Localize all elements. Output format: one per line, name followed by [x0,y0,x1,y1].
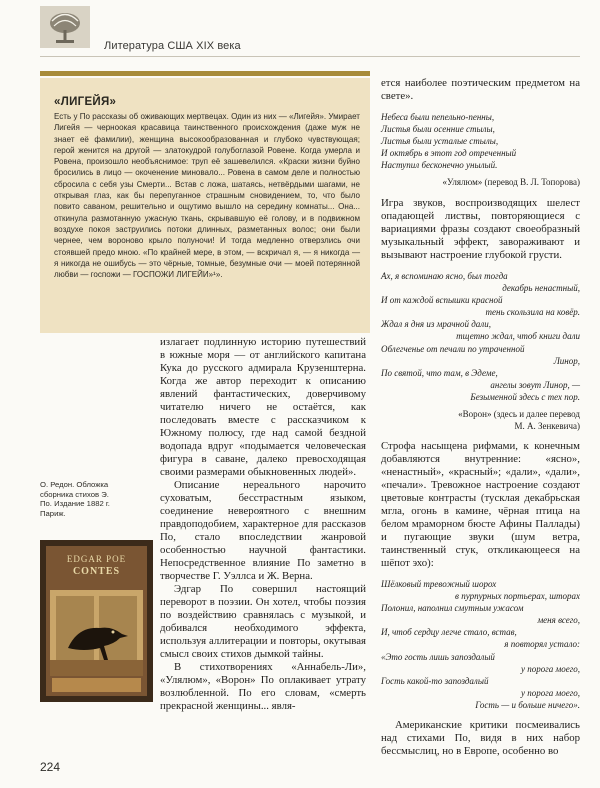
verse-line: у порога моего, [520,687,580,698]
cover-author: EDGAR POE [66,554,127,564]
verse-line: Небеса были пепельно-пенны, [381,112,495,122]
verse-line: у порога моего, [520,663,580,674]
verse-line: Полонил, наполнил смутным ужасом [381,603,524,614]
verse-line: Линор, [553,355,580,366]
verse-credit-raven-2: М. А. Зенкевича) [514,420,580,431]
middle-paragraph-2: Описание нереального нарочито суховатым, бесстрастным языком, соединение невероятного с внешним правдоподобием, характерное для рассказов По, стало впоследствии жанровой особенностью научной фантастики. Непосредственное влияние По заметно в творчестве Г. Уэллса и Ж. Верна. [160,479,366,582]
raven-icon [50,590,143,676]
verse-line: тщетно ждал, чтоб книги дали [456,331,580,342]
header-divider [40,56,580,57]
box-accent-bar [40,71,370,76]
verse-line: меня всего, [537,615,580,626]
verse-line: я повторял устало: [504,639,580,650]
verse-line: Облегченье от печали по утраченной [381,343,525,354]
ornament-emblem-icon [40,6,90,48]
verse-line: По святой, что там, в Эдеме, [381,367,498,378]
cover-footer-band [52,678,141,692]
sidebar-box-ligeia [40,78,370,333]
verse-line: Гость какой-то запоздалый [381,675,489,686]
book-cover-image [40,540,153,702]
right-paragraph-3: Строфа насыщена рифмами, к конечным добавляются внутренние: «ясно», «ненастный», «красный»; «дали», «дали», «печали». Тревожное настроение создают цветовые контрасты (тусклая декабрьская мгла, огонь в камине, чёрная птица на белом мраморном бюсте Афины Паллады) и пугающие звуки (шум ветра, таинственный стук, откликающееся на шёпот эхо): [381,440,580,569]
verse-ulalume [381,111,580,171]
right-paragraph-1: ется наиболее поэтическим предметом на свете». [381,77,580,102]
page-header [0,0,600,58]
page-number: 224 [40,760,61,774]
verse-line: И октябрь в этот год отреченный [381,148,517,159]
box-title: «ЛИГЕЙЯ» [54,96,117,108]
verse-line: Безыменной здесь с тех пор. [470,391,580,402]
verse-line: декабрь ненастный, [502,283,580,294]
middle-paragraph-1: излагает подлинную историю путешествий в южные моря — от английского капитана Кука до русского адмирала Крузенштерна. Когда же автор переходит к описанию явлений фантастических, доверчивому читателю ничего не остаётся, как последовать вместе с рассказчиком к Южному полюсу, где над самой бездной водопада вдруг «подымается человеческая фигура в саване, далеко превосходящая своими размерами обыкновенных людей». [160,336,366,478]
middle-paragraph-3: Эдгар По совершил настоящий переворот в поэзии. Он хотел, чтобы поэзия по воздействию сравнялась с музыкой, и добивался необходимого эффекта, используя аллитерации и повторы, окутывая смысл своих стихов дымкой тайны. [160,583,366,660]
box-text: Есть у По рассказы об оживающих мертвецах. Один из них — «Лигейя». Умирает Лигейя — черноокая красавица таинственного происхождения (даже муж не знает её фамилии), женщина высокообразованная и глубоко чувствующая; герой женится на другой — златокудрой голубоглазой Ровене. Когда умерла и Ровена, произошло необъяснимое: труп её зашевелился. «Краски жизни буйно бросились в лицо — окоченение миновало... Ровена в самом деле и полностью сбросила с себя узы Смерти... Встав с ложа, шатаясь, нетвёрдыми шагами, не открывая глаз, как бы перепуганное страшным сновидением, то, что было повито саваном, решительно и ощутимо вышло на середину комнаты... Она... откинула размотанную ужасную ткань, скрывавшую её голову, и в подвижном воздухе покоя заструились потоки длинных, разметанных волос; они были чернее, чем вороново крыло полуночи! И тогда медленно отверзлись очи стоявшей предо мною. «По крайней мере, в этом, — вскричал я, — я никогда — я никогда не ошибусь — это чёрные, томные, безумные очи — моей потерянной любви — госпожи — ГОСПОЖИ ЛИГЕЙИ»¹». [54,112,360,280]
verse-line: Ждал я дня из мрачной дали, [381,319,491,330]
image-caption: О. Редон. Обложка сборника стихов Э. По. Издание 1882 г. Париж. [40,480,110,518]
middle-paragraph-4: В стихотворениях «Аннабель-Ли», «Улялюм», «Ворон» По оплакивает утрату возлюбленной. По его словам, «смерть прекрасной женщины... явля- [160,661,366,712]
right-paragraph-4: Американские критики посмеивались над стихами По, видя в них набор бессмыслиц, но в Европе, особенно во [381,719,580,758]
right-column [381,77,580,758]
verse-line: «Это гость лишь запоздалый [381,651,495,662]
verse-line: Шёлковый тревожный шорох [381,579,497,589]
verse-line: Ах, я вспоминаю ясно, был тогда [381,270,508,281]
verse-line: Листья были осенние стылы, [381,124,495,135]
middle-column [160,336,366,713]
verse-raven-1 [381,270,580,403]
verse-raven-2 [381,578,580,711]
verse-line: в пурпурных портьерах, шторах [455,591,580,602]
verse-credit-ulalume: «Улялюм» (перевод В. Л. Топорова) [442,177,580,188]
cover-panel [46,546,147,696]
verse-line: тень скользила на ковёр. [485,307,580,318]
section-title: Литература США XIX века [104,40,241,52]
verse-line: ангелы зовут Линор, — [490,379,580,390]
cover-title: CONTES [72,566,121,577]
verse-line: Наступил бесконечно унылый. [381,160,498,171]
verse-line: Гость — и больше ничего». [475,699,580,710]
right-paragraph-2: Игра звуков, воспроизводящих шелест опадающей листвы, повторяющиеся с вариациями фразы создают своеобразный музыкальный эффект, завораживают и вызывают настроение глубокой грусти. [381,196,580,261]
verse-credit-raven-1: «Ворон» (здесь и далее перевод [458,409,580,419]
verse-line: Листья были усталые стылы, [381,136,499,147]
verse-line: И от каждой вспышки красной [381,295,503,306]
verse-line: И, чтоб сердцу легче стало, встав, [381,627,517,638]
